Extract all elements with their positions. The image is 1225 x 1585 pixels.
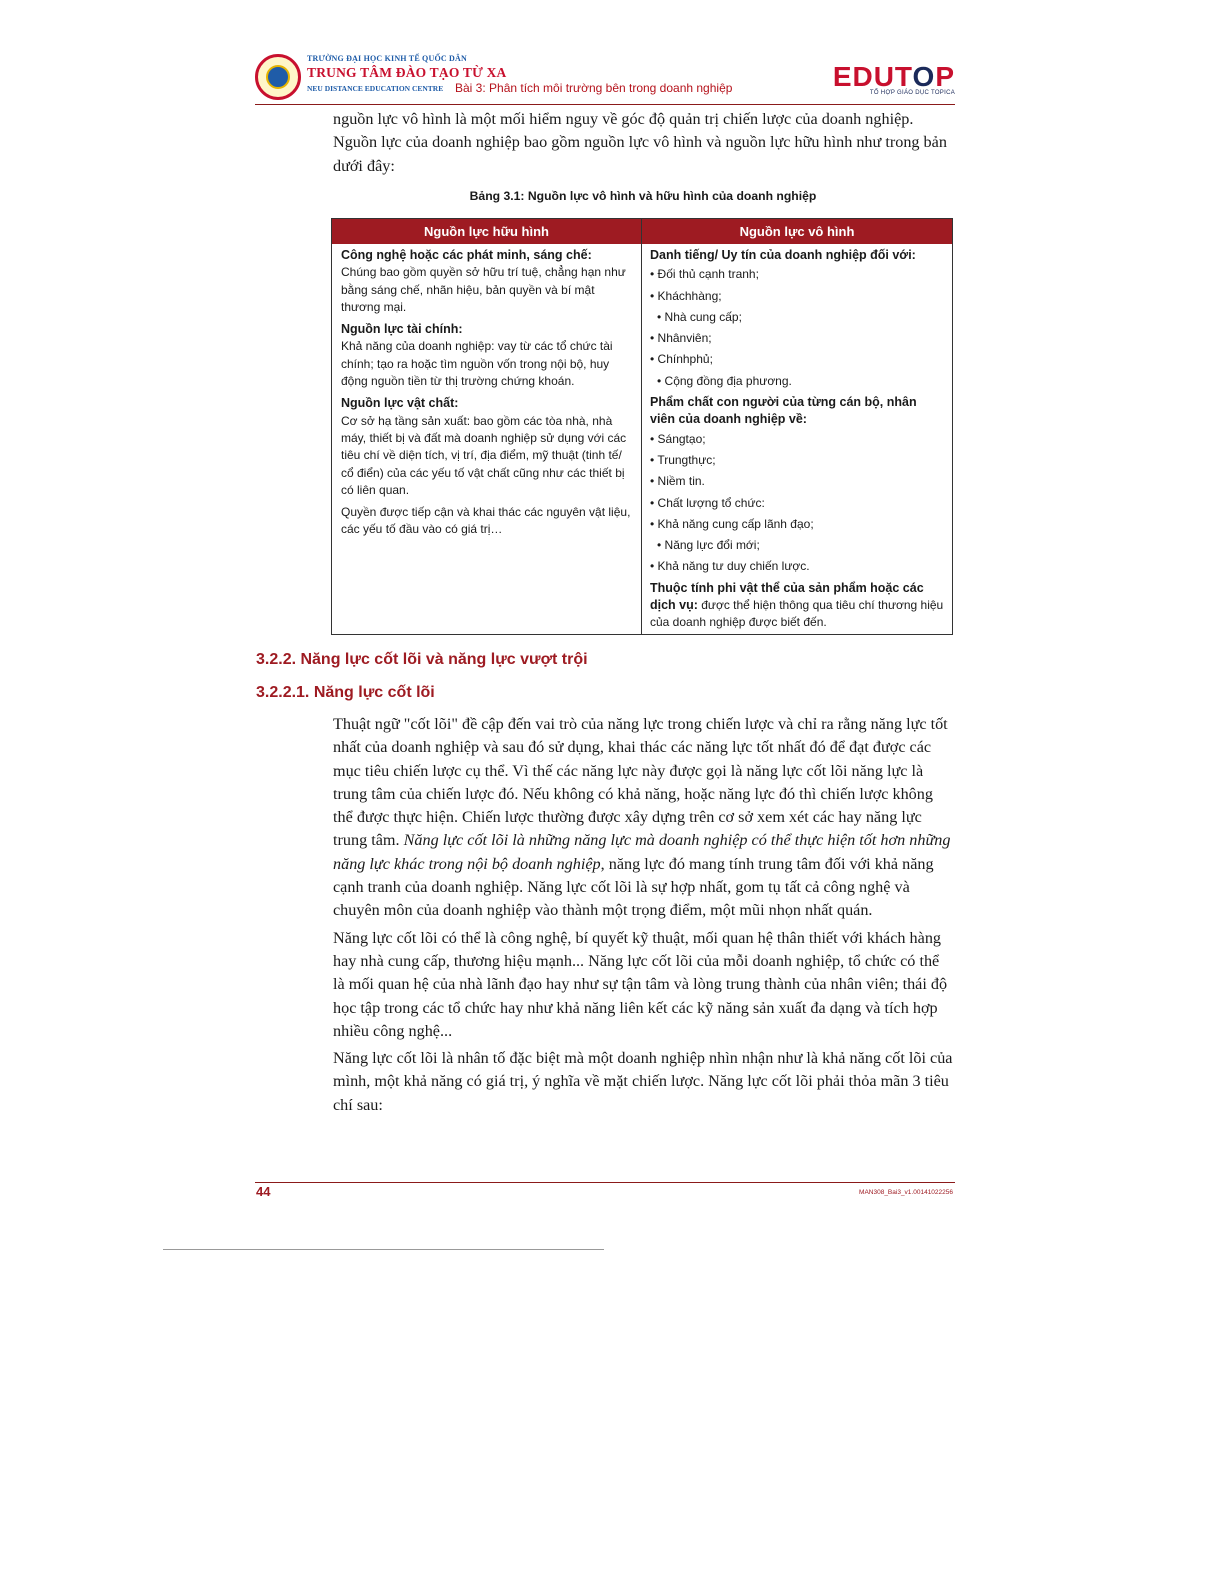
list-item: • Khả năng tư duy chiến lược.: [650, 559, 810, 574]
page-bottom-rule: [163, 1249, 604, 1250]
cell-heading: Danh tiếng/ Uy tín của doanh nghiệp đối với:: [650, 248, 916, 262]
list-item: • Nhà cung cấp;: [657, 309, 742, 324]
table-column-divider: [641, 219, 642, 634]
list-item: • Đối thủ cạnh tranh;: [650, 267, 759, 282]
center-name: TRUNG TÂM ĐÀO TẠO TỪ XA: [307, 65, 507, 80]
cell-text: Cơ sở hạ tầng sản xuất: bao gồm các tòa nhà, nhà máy, thiết bị và đất mà doanh nghiệp sử dụng với các tiêu chí về diện tích, vị trí, địa điểm, mỹ thuật (tinh tế/ cổ điển) của các yếu tố vật chất cũng như các thiết bị có liên quan.: [341, 413, 627, 497]
cell-text: được thể hiện thông qua tiêu chí thương hiệu của doanh nghiệp được biết đến.: [650, 598, 944, 630]
cell-text: Chúng bao gồm quyền sở hữu trí tuệ, chẳng hạn như bằng sáng chế, nhãn hiệu, bản quyền và bí mật thương mại.: [341, 265, 626, 314]
university-seal-icon: [255, 54, 301, 100]
cell-heading: Nguồn lực vật chất:: [341, 396, 459, 411]
paragraph-1: Thuật ngữ "cốt lõi" đề cập đến vai trò của năng lực trong chiến lược và chỉ ra rằng năng lực tốt nhất của doanh nghiệp và sau đó sử dụng, khai thác các năng lực tốt nhất đó để đạt được các mục tiêu chiến lược cụ thể. Vì thế các năng lực này được gọi là năng lực cốt lõi năng lực là trung tâm của chiến lược đó. Nếu không có khả năng, hoặc năng lực đó thì chiến lược không thể được thực hiện. Chiến lược thường được xây dựng trên cơ sở xem xét các hay năng lực trung tâm. Năng lực cốt lõi là những năng lực mà doanh nghiệp có thể thực hiện tốt hơn những năng lực khác trong nội bộ doanh nghiệp, năng lực đó mang tính trung tâm đối với khả năng cạnh tranh của doanh nghiệp. Năng lực cốt lõi là sự hợp nhất, gom tụ tất cả công nghệ và chuyên môn của doanh nghiệp vào thành một trọng điểm, một mũi nhọn nhất quán.: [333, 715, 951, 920]
brand-tagline: TỔ HỢP GIÁO DỤC TOPICA: [869, 90, 955, 96]
intro-paragraph: nguồn lực vô hình là một mối hiểm nguy về góc độ quản trị chiến lược của doanh nghiệp. Nguồn lực của doanh nghiệp bao gồm nguồn lực vô hình và nguồn lực hữu hình như trong bản dưới đây:: [333, 110, 947, 175]
cell-text: Khả năng của doanh nghiệp: vay từ các tổ chức tài chính; tạo ra hoặc tìm nguồn vốn trong nội bộ, huy động nguồn tiền từ thị trường chứng khoán.: [341, 339, 613, 389]
definition-italic: Năng lực cốt lõi là những năng lực mà doanh nghiệp có thể thực hiện tốt hơn những năng lực khác trong nội bộ doanh nghiệp: [333, 831, 951, 873]
table-header-tangible: Nguồn lực hữu hình: [332, 219, 641, 244]
paragraph-2: Năng lực cốt lõi có thể là công nghệ, bí quyết kỹ thuật, mối quan hệ thân thiết với khách hàng hay nhà cung cấp, thương hiệu mạnh... Năng lực cốt lõi của mỗi doanh nghiệp, tổ chức có thể là mối quan hệ của nhà lãnh đạo hay như sự tận tâm và lòng trung thành của nhân viên; thái độ học tập trong các tổ chức hay như khả năng liên kết các kỹ năng sản xuất đa dạng và tích hợp nhiều công nghệ...: [333, 928, 948, 1040]
list-item: • Chínhphủ;: [650, 352, 713, 367]
list-item: • Chất lượng tổ chức:: [650, 495, 765, 510]
cell-heading: Thuộc tính phi vật thể của sản phẩm hoặc các dịch vụ:: [650, 580, 924, 613]
header-divider: [255, 104, 955, 105]
list-item: • Năng lực đổi mới;: [657, 538, 760, 553]
paragraph-3: Năng lực cốt lõi là nhân tố đặc biệt mà một doanh nghiệp nhìn nhận như là khả năng cốt lõi của mình, một khả năng có giá trị, ý nghĩa về mặt chiến lược. Năng lực cốt lõi phải thỏa mãn 3 tiêu chí sau:: [333, 1049, 953, 1114]
lesson-title: Bài 3: Phân tích môi trường bên trong doanh nghiệp: [455, 81, 733, 95]
university-line: TRƯỜNG ĐẠI HỌC KINH TẾ QUỐC DÂN: [307, 54, 467, 63]
table-header-intangible: Nguồn lực vô hình: [642, 219, 952, 244]
footer-divider: [255, 1182, 955, 1183]
cell-text: Quyền được tiếp cận và khai thác các nguyên vật liệu, các yếu tố đầu vào có giá trị…: [341, 505, 631, 537]
cell-heading: Công nghệ hoặc các phát minh, sáng chế:: [341, 248, 592, 262]
list-item: • Trungthực;: [650, 452, 716, 467]
document-code: MAN308_Bai3_v1.00141022256: [859, 1189, 953, 1196]
page-number: 44: [256, 1184, 271, 1199]
list-item: • Sángtạo;: [650, 431, 706, 446]
cell-heading: Phẩm chất con người của từng cán bộ, nhân viên của doanh nghiệp về:: [650, 395, 917, 427]
resources-table: [331, 218, 953, 635]
list-item: • Khả năng cung cấp lãnh đạo;: [650, 516, 814, 531]
body-text: [333, 713, 953, 1121]
list-item: • Kháchhàng;: [650, 288, 722, 303]
section-heading: 3.2.2. Năng lực cốt lõi và năng lực vượt trội: [256, 651, 588, 668]
list-item: • Nhânviên;: [650, 331, 712, 346]
center-english-name: NEU DISTANCE EDUCATION CENTRE: [307, 84, 444, 93]
edutop-logo: EDUTOP TỔ HỢP GIÁO DỤC TOPICA: [832, 61, 955, 96]
list-item: • Niềm tin.: [650, 474, 705, 489]
subsection-heading: 3.2.2.1. Năng lực cốt lõi: [256, 684, 435, 701]
table-cell-tangible: [341, 247, 634, 544]
table-caption: Bảng 3.1: Nguồn lực vô hình và hữu hình của doanh nghiệp: [469, 189, 817, 203]
list-item: • Cộng đồng địa phương.: [657, 373, 792, 388]
page-header: [255, 52, 955, 104]
table-cell-intangible: [650, 247, 945, 632]
cell-paragraph: [650, 580, 945, 632]
cell-heading: Nguồn lực tài chính:: [341, 322, 463, 337]
